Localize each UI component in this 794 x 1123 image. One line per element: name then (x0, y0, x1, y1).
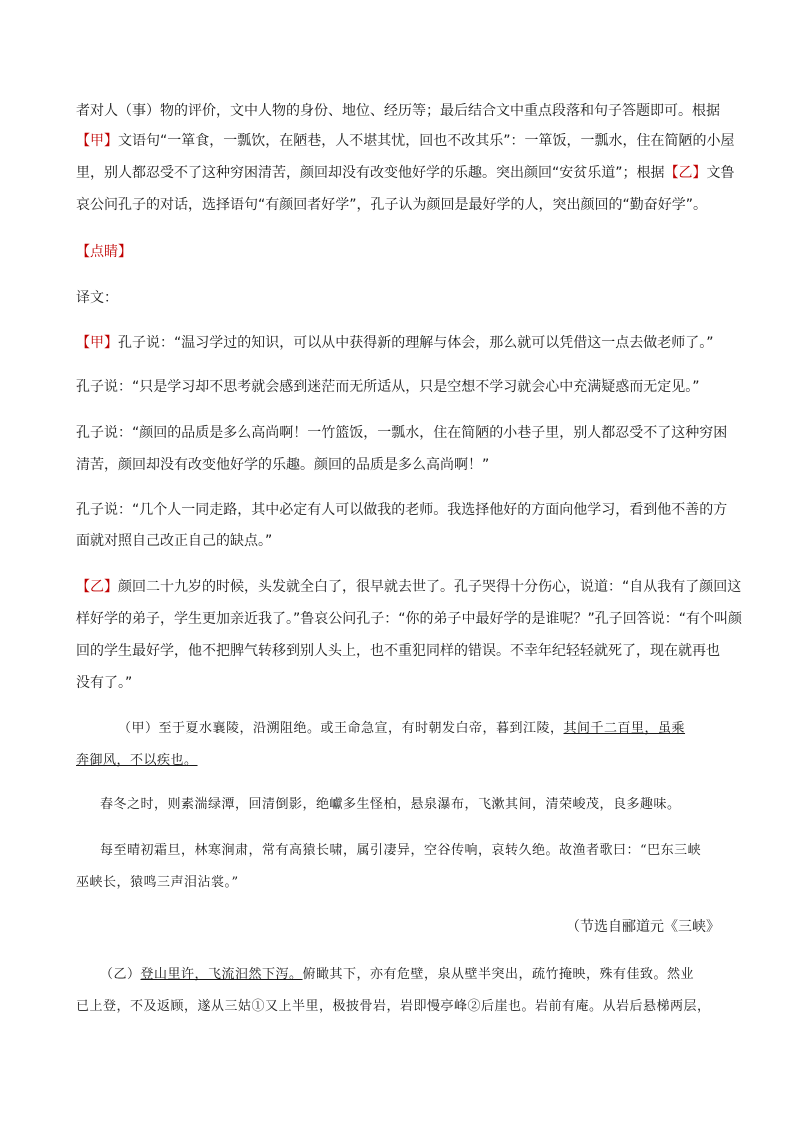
yiwen-label: 译文： (76, 290, 118, 306)
yi-passage-line-2: 已上登，不及返顾，遂从三姑①又上半里，极披骨岩，岩即慢亭峰②后崖也。岩前有庵。从岩后悬梯两层， (76, 999, 711, 1014)
yi-passage-line-1-text: 俯瞰其下，亦有危壁，泉从壁半突出，疏竹掩映，殊有佳致。然业 (302, 967, 695, 982)
translation-p5-line-2: 样好学的弟子，学生更加亲近我了。”鲁哀公问孔子：“你的弟子中最好学的是谁呢？”孔子回答说：“有个叫颜 (76, 611, 743, 627)
analysis-line-3-text: 里，别人都忍受不了这种穷困清苦，颜回却没有改变他好学的乐趣。突出颜回“安贫乐道”；根据 (76, 165, 665, 181)
analysis-line-3-tail: 文鲁 (706, 165, 735, 181)
jia-passage-line-1-text: （甲）至于夏水襄陵，沿溯阻绝。或王命急宣，有时朝发白帝，暮到江陵， (118, 721, 564, 736)
translation-p2: 孔子说：“只是学习却不思考就会感到迷茫而无所适从，只是空想不学习就会心中充满疑惑而无定见。” (76, 379, 700, 395)
translation-p5-line-1 (76, 578, 742, 596)
translation-p5-line-3: 回的学生最好学，他不把脾气转移到别人头上，也不重犯同样的错误。不幸年纪轻轻就死了，现在就再也 (76, 643, 720, 659)
analysis-line-4: 哀公问孔子的对话，选择语句“有颜回者好学”，孔子认为颜回是最好学的人，突出颜回的“勤奋好学”。 (76, 197, 708, 213)
translation-p3-line-1: 孔子说：“颜回的品质是多么高尚啊！一竹篮饭，一瓢水，住在简陋的小巷子里，别人都忍受不了这种穷困 (76, 425, 728, 441)
translation-p4-line-1: 孔子说：“几个人一同走路，其中必定有人可以做我的老师。我选择他好的方面向他学习，看到他不善的方 (76, 502, 728, 518)
yi-label: （乙） (100, 967, 141, 982)
jia-passage-line-1 (118, 720, 728, 738)
analysis-line-1: 者对人（事）物的评价，文中人物的身份、地位、经历等；最后结合文中重点段落和句子答题即可。根据 (76, 103, 720, 119)
translation-p3-line-2: 清苦，颜回却没有改变他好学的乐趣。颜回的品质是多么高尚啊！” (76, 457, 490, 473)
analysis-line-3 (76, 164, 735, 182)
tag-yi: 【乙】 (664, 165, 707, 181)
yi-passage-line-1 (100, 966, 728, 984)
tag-jia: 【甲】 (76, 335, 118, 351)
jia-passage-p3-line-1: 每至晴初霜旦，林寒涧肃，常有高猿长啸，属引凄异，空谷传响，哀转久绝。故渔者歌曰：“巴东三峡 (100, 843, 702, 858)
translation-p4-line-2: 面就对照自己改正自己的缺点。” (76, 533, 273, 549)
translation-p5-line-1-text: 颜回二十九岁的时候，头发就全白了，很早就去世了。孔子哭得十分伤心，说道：“自从我有了颜回这 (118, 579, 742, 595)
jia-passage-line-2 (76, 752, 726, 770)
translation-p1 (76, 334, 726, 352)
tag-yi: 【乙】 (76, 579, 118, 595)
jia-passage-p3-line-2: 巫峡长，猿鸣三声泪沾裳。” (76, 875, 239, 890)
jia-source: （节选自郦道元《三峡》 (566, 919, 720, 935)
jia-underlined-sentence: 其间千二百里，虽乘 (563, 721, 686, 736)
jia-passage-p2: 春冬之时，则素湍绿潭，回清倒影，绝巘多生怪柏，悬泉瀑布，飞漱其间，清荣峻茂，良多趣味。 (100, 797, 681, 812)
dianjing-heading: 【点睛】 (76, 244, 132, 260)
yi-underlined-sentence: 登山里许，飞流汩然下泻。 (140, 967, 303, 982)
analysis-line-2-text: 文语句“一箪食，一瓢饮，在陋巷，人不堪其忧，回也不改其乐”：一箪饭，一瓢水，住在简陋的小屋 (118, 133, 735, 149)
jia-underlined-sentence-end: 奔御风，不以疾也。 (76, 753, 198, 768)
tag-jia: 【甲】 (76, 133, 118, 149)
translation-p1-text: 孔子说：“温习学过的知识，可以从中获得新的理解与体会，那么就可以凭借这一点去做老师了。” (118, 335, 714, 351)
translation-p5-line-4: 没有了。” (76, 675, 133, 691)
analysis-line-2 (76, 132, 735, 150)
